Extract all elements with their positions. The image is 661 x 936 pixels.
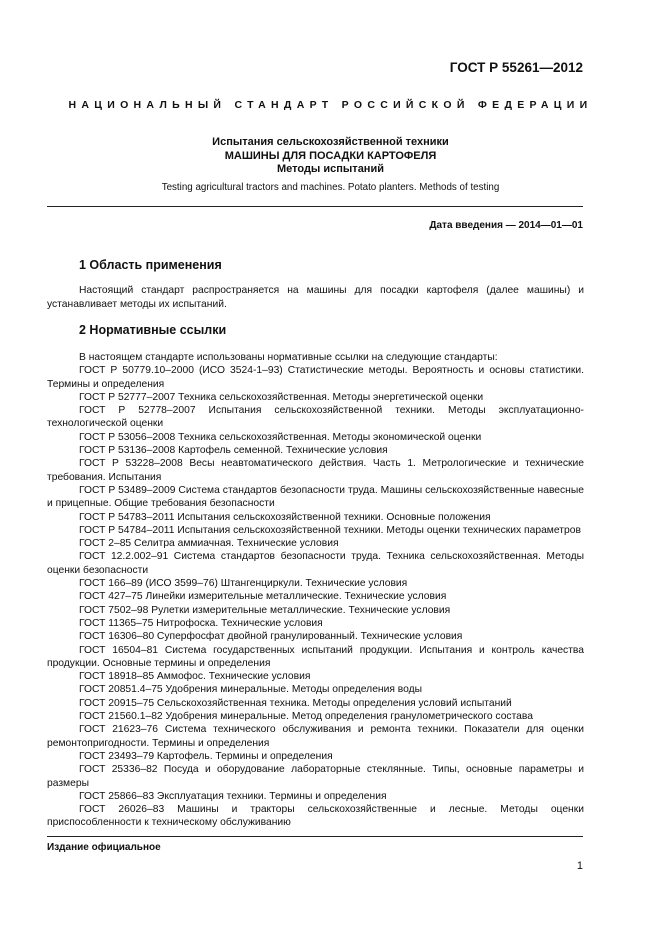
title-line-3: Методы испытаний — [277, 163, 384, 175]
english-title: Testing agricultural tractors and machines. Potato planters. Methods of testing — [161, 182, 500, 193]
reference-item: ГОСТ Р 54783–2011 Испытания сельскохозяйственной техники. Основные положения — [79, 511, 491, 523]
reference-item: ГОСТ 427–75 Линейки измерительные металлические. Технические условия — [79, 591, 447, 603]
reference-item: ГОСТ 21623–76 Система технического обслуживания и ремонта техники. Показатели для оценки ремонтопригодности. Термины и определения — [47, 724, 584, 749]
header-divider — [47, 206, 583, 207]
title-line-2: МАШИНЫ ДЛЯ ПОСАДКИ КАРТОФЕЛЯ — [224, 149, 437, 162]
reference-item: ГОСТ 20851.4–75 Удобрения минеральные. Методы определения воды — [79, 684, 423, 696]
reference-item: ГОСТ 166–89 (ИСО 3599–76) Штангенциркули. Технические условия — [79, 578, 408, 590]
reference-item: ГОСТ Р 54784–2011 Испытания сельскохозяйственной техники. Методы оценки технических параметров — [79, 524, 581, 536]
reference-item: ГОСТ Р 52778–2007 Испытания сельскохозяйственной техники. Методы эксплуатационно-технологической оценки — [47, 405, 584, 430]
title-line-1: Испытания сельскохозяйственной техники — [212, 136, 449, 148]
section-2-heading: 2 Нормативные ссылки — [79, 323, 227, 337]
document-code: ГОСТ Р 55261—2012 — [449, 60, 583, 75]
reference-item: ГОСТ 25336–82 Посуда и оборудование лабораторные стеклянные. Типы, основные параметры и размеры — [47, 764, 584, 789]
reference-item: ГОСТ 23493–79 Картофель. Термины и определения — [79, 750, 333, 762]
reference-item: ГОСТ 20915–75 Сельскохозяйственная техника. Методы определения условий испытаний — [79, 697, 512, 709]
reference-item: ГОСТ Р 53228–2008 Весы неавтоматического действия. Часть 1. Метрологические и технические требования. Испытания — [47, 458, 584, 483]
official-edition-label: Издание официальное — [47, 842, 161, 853]
references-list — [47, 351, 584, 830]
references-intro: В настоящем стандарте использованы нормативные ссылки на следующие стандарты: — [79, 352, 498, 363]
section-1-heading: 1 Область применения — [79, 258, 222, 272]
reference-item: ГОСТ 11365–75 Нитрофоска. Технические условия — [79, 617, 323, 629]
section-1-body — [47, 284, 584, 312]
national-standard-banner: НАЦИОНАЛЬНЫЙ СТАНДАРТ РОССИЙСКОЙ ФЕДЕРАЦИИ — [68, 99, 593, 111]
reference-item: ГОСТ 25866–83 Эксплуатация техники. Термины и определения — [79, 790, 387, 802]
reference-item: ГОСТ Р 53136–2008 Картофель семенной. Технические условия — [79, 445, 388, 457]
reference-item: ГОСТ Р 53489–2009 Система стандартов безопасности труда. Машины сельскохозяйственные навесные и прицепные. Общие требования безопасности — [47, 484, 584, 510]
reference-item: ГОСТ Р 50779.10–2000 (ИСО 3524-1–93) Статистические методы. Вероятность и основы статистики. Термины и определения — [47, 365, 584, 390]
section-1-text: Настоящий стандарт распространяется на машины для посадки картофеля (далее машины) и устанавливает методы их испытаний. — [47, 285, 584, 310]
reference-item: ГОСТ 12.2.002–91 Система стандартов безопасности труда. Техника сельскохозяйственная. Методы оценки безопасности — [47, 551, 584, 576]
title-block — [0, 136, 661, 177]
introduction-date: Дата введения — 2014—01—01 — [429, 220, 583, 231]
page-number: 1 — [576, 860, 583, 872]
reference-item: ГОСТ 26026–83 Машины и тракторы сельскохозяйственные и лесные. Методы оценки приспособленности к техническому обслуживанию — [47, 804, 584, 829]
reference-item: ГОСТ Р 52777–2007 Техника сельскохозяйственная. Методы энергетической оценки — [79, 391, 484, 403]
reference-item: ГОСТ 2–85 Селитра аммиачная. Технические условия — [79, 538, 339, 550]
reference-item: ГОСТ 18918–85 Аммофос. Технические условия — [79, 671, 311, 683]
reference-item: ГОСТ 21560.1–82 Удобрения минеральные. Метод определения гранулометрического состава — [79, 711, 533, 723]
reference-item: ГОСТ 7502–98 Рулетки измерительные металлические. Технические условия — [79, 604, 451, 616]
reference-item: ГОСТ 16504–81 Система государственных испытаний продукции. Испытания и контроль качества продукции. Основные термины и определения — [47, 644, 584, 669]
footer-divider — [47, 836, 583, 837]
reference-item: ГОСТ 16306–80 Суперфосфат двойной гранулированный. Технические условия — [79, 631, 463, 643]
reference-item: ГОСТ Р 53056–2008 Техника сельскохозяйственная. Методы экономической оценки — [79, 431, 482, 443]
